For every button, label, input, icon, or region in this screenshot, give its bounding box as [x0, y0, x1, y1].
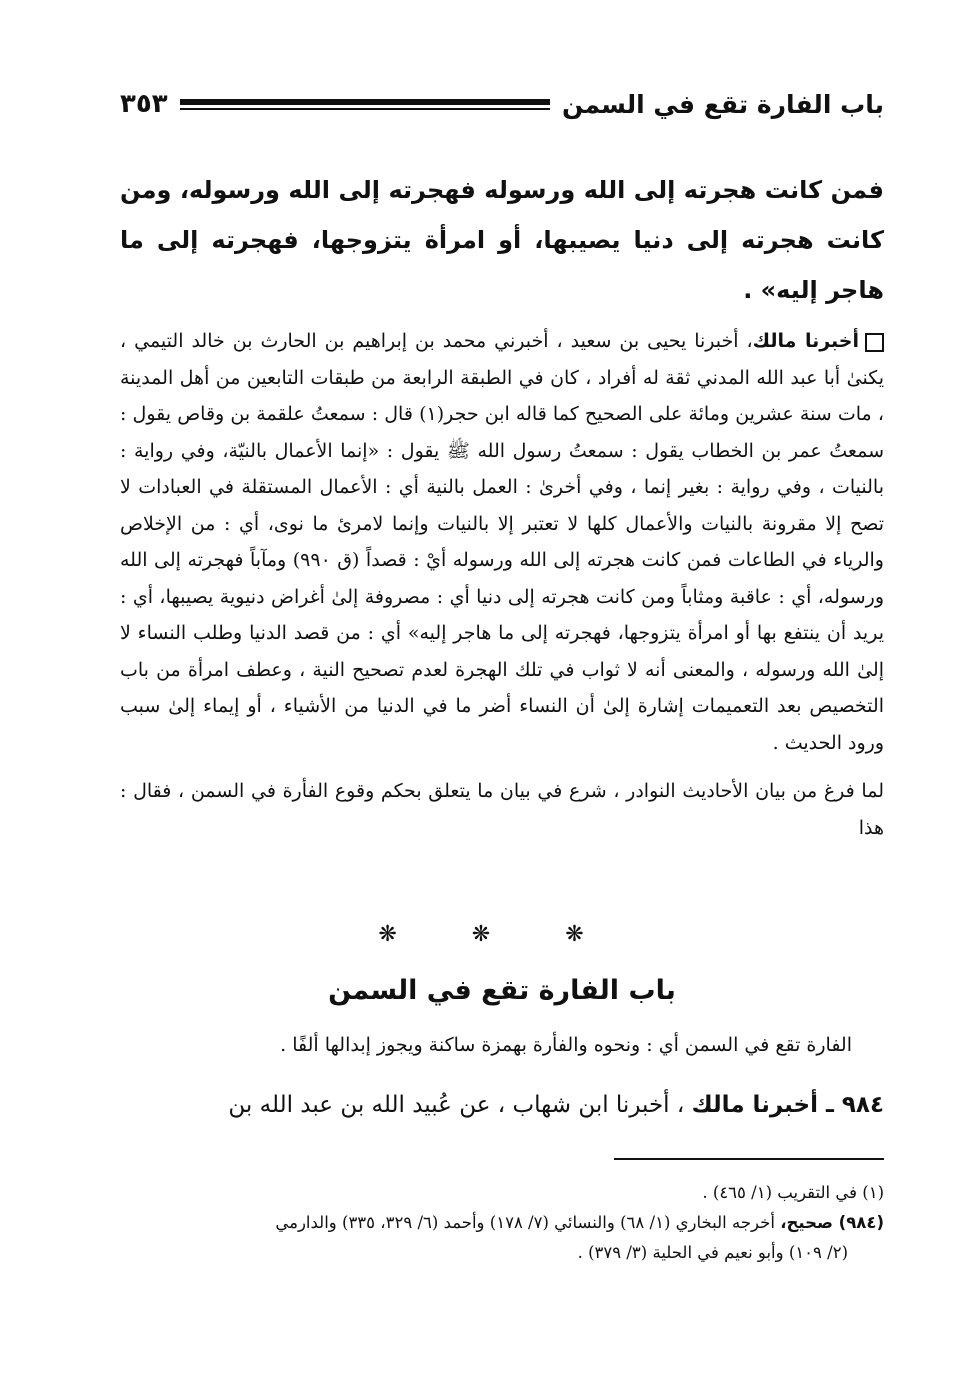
- header-rule: [180, 99, 550, 110]
- section-divider: [0, 922, 962, 947]
- header-rule-thick: [180, 99, 550, 105]
- star-ornament-icon: ❋: [378, 922, 397, 947]
- footnotes: [120, 1178, 884, 1268]
- footnote-984-lead: (٩٨٤) صحيح،: [780, 1213, 884, 1232]
- hadith-984-text: ، أخبرنا ابن شهاب ، عن عُبيد الله بن عبد الله بن: [228, 1092, 685, 1118]
- hadith-984-start: [120, 1085, 884, 1125]
- footnote-984: [120, 1208, 884, 1238]
- chapter-title: باب الفارة تقع في السمن: [328, 975, 676, 1006]
- page-number: ٣٥٣: [120, 89, 168, 119]
- star-ornament-icon: ❋: [565, 922, 584, 947]
- header-rule-thin: [180, 108, 550, 110]
- running-header: [120, 84, 884, 124]
- footnote-divider: [614, 1158, 884, 1160]
- commentary-text: ، أخبرنا يحيى بن سعيد ، أخبرني محمد بن إبراهيم بن الحارث بن خالد التيمي ، يكنىٰ أبا عبد الله المدني ثقة له أفراد ، كان في الطبقة الرابعة من طبقات التابعين من أهل المدينة ، مات سنة عشرين ومائة على الصحيح كما قاله ابن حجر(١) قال : سمعتُ علقمة بن وقاص يقول : سمعتُ عمر بن الخطاب يقول : سمعتُ رسول الله ﷺ يقول : «إنما الأعمال بالنيّة، وفي رواية : بالنيات ، وفي رواية : بغير إنما ، وفي أخرىٰ : العمل بالنية أي : الأعمال المستقلة في العبادات لا تصح إلا مقرونة بالنيات والأعمال كلها لا تعتبر إلا بالنيات وإنما لامرئ ما نوى، أي : من الإخلاص والرياء في الطاعات فمن كانت هجرته إلى الله ورسوله أيْ : قصداً (ق ٩٩٠) ومآباً فهجرته إلى الله ورسوله، أي : عاقبة ومثاباً ومن كانت هجرته إلى دنيا أي : مصروفة إلىٰ أغراض دنيوية يصيبها، أي : يريد أن ينتفع بها أو امرأة يتزوجها، فهجرته إلى ما هاجر إليه» أي : من قصد الدنيا وطلب النساء لا إلىٰ الله ورسوله ، والمعنى أنه لا ثواب في تلك الهجرة لعدم تصحيح النية ، وعطف امرأة من باب التخصيص بعد التعميمات إشارة إلىٰ أن النساء أضر ما في الدنيا من الأشياء ، أو إيماء إلىٰ سبب ورود الحديث .: [120, 330, 884, 754]
- main-text: [120, 165, 884, 846]
- hadith-text-end: فمن كانت هجرته إلى الله ورسوله فهجرته إلى الله ورسوله، ومن كانت هجرته إلى دنيا يصيبها، أو امرأة يتزوجها، فهجرته إلى ما هاجر إليه» .: [120, 176, 884, 304]
- square-marker-icon: [865, 333, 884, 352]
- footnote-1: (١) في التقريب (١/ ٤٦٥) .: [702, 1183, 884, 1202]
- footnote-984-continuation: (٢/ ١٠٩) وأبو نعيم في الحلية (٣/ ٣٧٩) .: [577, 1243, 848, 1262]
- transition-paragraph: لما فرغ من بيان الأحاديث النوادر ، شرع في بيان ما يتعلق بحكم وقوع الفأرة في السمن ، فقال : هذا: [120, 780, 884, 839]
- footnote-984-text: أخرجه البخاري (١/ ٦٨) والنسائي (٧/ ١٧٨) وأحمد (٦/ ٣٢٩، ٣٣٥) والدارمي: [275, 1213, 775, 1232]
- hadith-984-lead: ٩٨٤ ـ أخبرنا مالك: [691, 1092, 884, 1118]
- commentary-lead: أخبرنا مالك: [752, 330, 860, 352]
- commentary-paragraph: [120, 323, 884, 761]
- chapter-subtitle: الفارة تقع في السمن أي : ونحوه والفأرة بهمزة ساكنة ويجوز إبدالها ألفًا .: [280, 1034, 852, 1056]
- star-ornament-icon: ❋: [471, 922, 491, 947]
- running-header-title: باب الفارة تقع في السمن: [562, 89, 884, 119]
